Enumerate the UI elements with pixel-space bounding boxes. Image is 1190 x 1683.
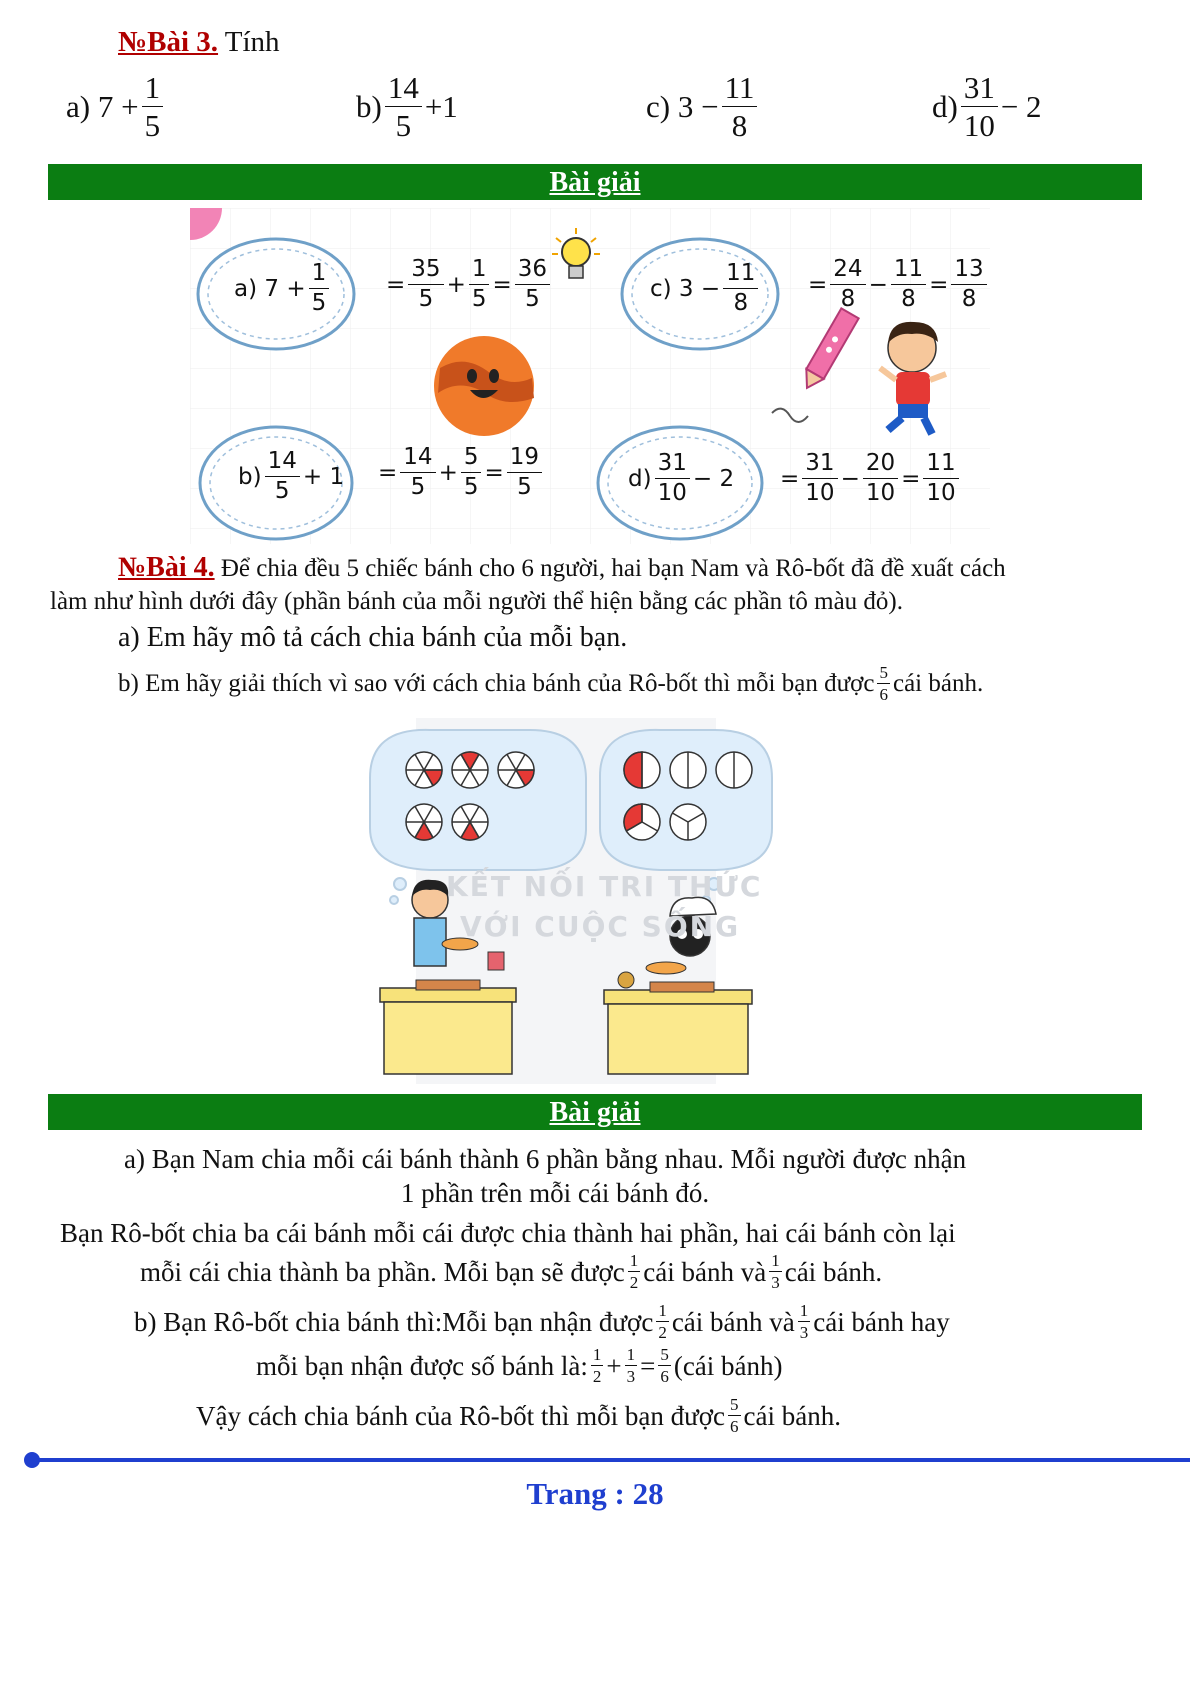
problem-b [356,72,458,141]
bai4-line2: làm như hình dưới đây (phần bánh của mỗi người thể hiện bằng các phần tô màu đỏ). [50,588,903,615]
solution-d-steps: = $\frac{31}{10}$ − $\frac{20}{10}$ = $\frac{11}{10}$ [780,452,962,505]
bai3-label: №Bài 3. [118,26,219,58]
footer-rule [20,1450,1190,1470]
bai4-text-1: Để chia đều 5 chiếc bánh cho 6 người, hai bạn Nam và Rô-bốt đã đề xuất cách [220,555,1006,582]
sol4-line-b1: b) Bạn Rô-bốt chia bánh thì:Mỗi bạn nhận được $\frac{1}{2}$ cái bánh và $\frac{1}{3}$ cái bánh hay [134,1301,950,1342]
solution-c-steps: = $\frac{24}{8}$ − $\frac{11}{8}$ = $\frac{13}{8}$ [808,258,990,311]
nam-cake-1 [406,752,442,788]
solution-a-steps: = $\frac{35}{5}$ + $\frac{1}{5}$ = $\frac{36}{5}$ [386,258,553,311]
bai4-question-b: b) Em hãy giải thích vì sao với cách chia bánh của Rô-bốt thì mỗi bạn được $\frac{5}{6}$ cái bánh. [118,663,984,704]
cloud-d-label: d) $\frac{31}{10}$ − 2 [628,450,735,506]
cloud-c-label: c) 3 − $\frac{11}{8}$ [650,262,761,315]
sol4-line-a2: 1 phần trên mỗi cái bánh đó. [400,1178,710,1208]
planet-character-icon [434,336,534,436]
problem-d-fraction: $\frac{31}{10}$ [961,72,998,141]
watermark-line-2: VỚI CUỘC SỐNG [460,910,741,943]
bai4-question-a: a) Em hãy mô tả cách chia bánh của mỗi bạn. [118,622,628,653]
bai4-line1 [118,552,1006,584]
problem-b-fraction: $\frac{14}{5}$ [385,72,422,141]
robot-thought-bubble [600,730,772,870]
watermark-line-1: KẾT NỐI TRI THỨC [446,870,763,903]
nam-table [380,980,516,1074]
cloud-b-label: b) $\frac{14}{5}$ + 1 [238,448,345,504]
problem-b-suffix: +1 [424,88,458,124]
solution-b-steps: = $\frac{14}{5}$ + $\frac{5}{5}$ = $\frac{19}{5}$ [378,446,545,499]
bai4-label: №Bài 4. [118,552,215,583]
sol4-line-r2: mỗi cái chia thành ba phần. Mỗi bạn sẽ được $\frac{1}{2}$ cái bánh và $\frac{1}{3}$ cái bánh. [140,1251,883,1292]
problem-d [932,72,1042,141]
sol4-line-r1: Bạn Rô-bốt chia ba cái bánh mỗi cái được chia thành hai phần, hai cái bánh còn lại [60,1218,956,1248]
solution-banner-1 [48,164,1142,200]
problem-b-prefix: b) [356,88,382,124]
robot-cake-5 [670,804,706,840]
robot-table [604,982,752,1074]
problem-a [66,72,166,141]
problem-d-suffix: − 2 [1000,88,1042,124]
bai3-title: Tính [224,26,280,58]
solution-banner-2-text: Bài giải [549,1097,641,1128]
nam-cake-4 [406,804,442,840]
robot-cake-2 [670,752,706,788]
robot-cake-4 [624,804,660,840]
sol4-line-b2: mỗi bạn nhận được số bánh là: $\frac{1}{2}$ + $\frac{1}{3}$ = $\frac{5}{6}$ (cái bánh) [256,1345,783,1386]
robot-cake-3 [716,752,752,788]
problem-c-fraction: $\frac{11}{8}$ [722,72,758,141]
page-number: Trang : 28 [526,1476,664,1511]
problem-c [646,72,760,141]
nam-thought-bubble [370,730,586,870]
nam-cake-2 [452,752,488,788]
solution-banner-1-text: Bài giải [549,167,641,198]
problem-a-prefix: a) 7 + [66,88,139,124]
sol4-line-conclusion: Vậy cách chia bánh của Rô-bốt thì mỗi bạn được $\frac{5}{6}$ cái bánh. [196,1395,841,1436]
problem-c-prefix: c) 3 − [646,88,719,124]
robot-cake-1 [624,752,660,788]
sol4-line-a1: a) Bạn Nam chia mỗi cái bánh thành 6 phần bằng nhau. Mỗi người được nhận [124,1144,967,1174]
problem-d-prefix: d) [932,88,958,124]
nam-cake-5 [452,804,488,840]
cloud-a-label: a) 7 + $\frac{1}{5}$ [234,262,332,315]
problem-a-fraction: $\frac{1}{5}$ [142,72,164,141]
solution-banner-2 [48,1094,1142,1130]
nam-cake-3 [498,752,534,788]
bai3-heading [118,26,280,59]
